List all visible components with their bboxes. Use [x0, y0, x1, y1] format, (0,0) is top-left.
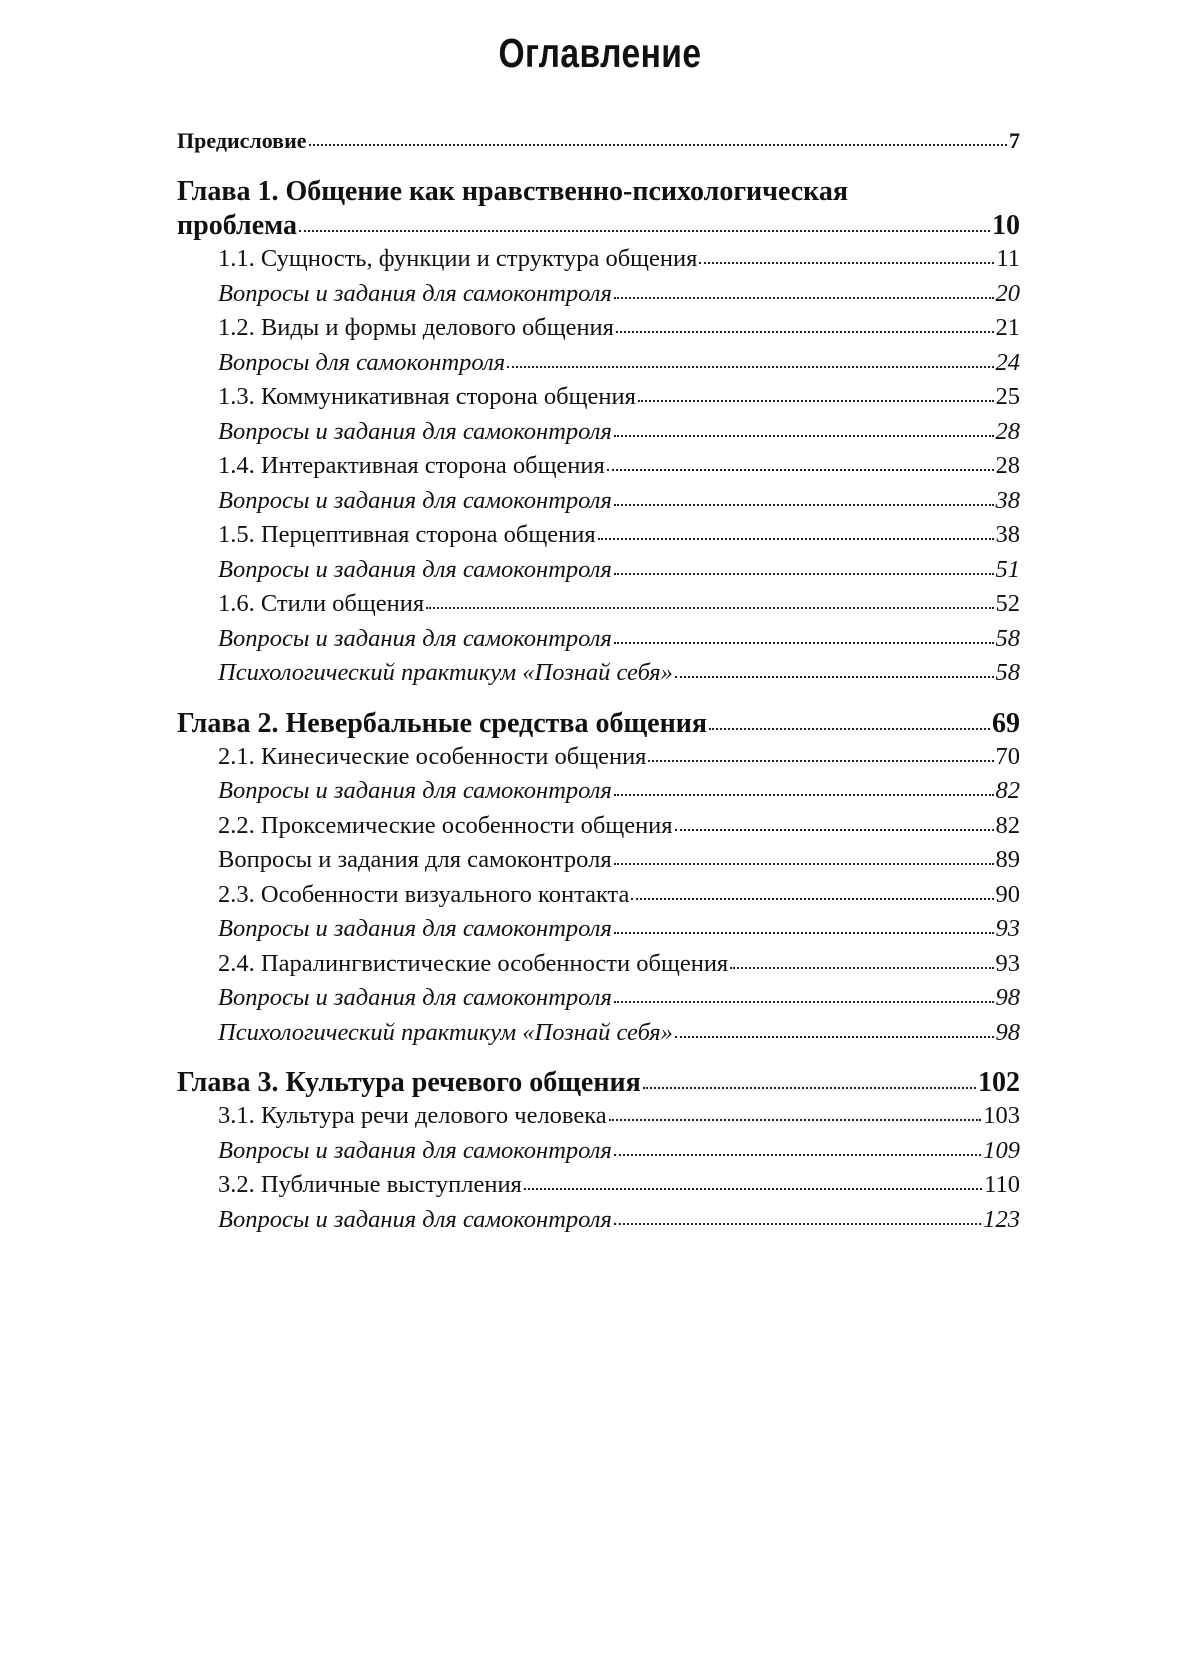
toc-page-number: 109: [983, 1136, 1020, 1164]
dot-leader: [299, 230, 990, 232]
toc-page-number: 98: [995, 984, 1020, 1011]
toc-entry-label: 1.1. Сущность, функции и структура общения: [218, 245, 698, 272]
dot-leader: [709, 728, 990, 730]
toc-entry-label: проблема: [177, 210, 298, 241]
dot-leader: [631, 898, 993, 900]
dot-leader: [309, 144, 1007, 146]
toc-page-number: 20: [995, 279, 1020, 307]
toc-section-entry[interactable]: [177, 314, 1020, 349]
toc-page-number: 93: [995, 949, 1020, 977]
dot-leader: [614, 642, 994, 644]
toc-page-number: 123: [983, 1205, 1020, 1233]
toc-entry-label: Глава 2. Невербальные средства общения: [177, 707, 708, 739]
dot-leader: [616, 331, 994, 333]
toc-entry-label: 3.1. Культура речи делового человека: [218, 1102, 607, 1129]
dot-leader: [675, 676, 994, 678]
toc-section-entry[interactable]: [177, 1171, 1020, 1206]
toc-page-number: 102: [978, 1067, 1020, 1098]
dot-leader: [614, 1001, 994, 1003]
toc-entry-label: Вопросы и задания для самоконтроля: [218, 777, 612, 804]
toc-section-entry[interactable]: [177, 1137, 1020, 1172]
toc-page-number: 52: [995, 590, 1020, 617]
table-of-contents: [177, 128, 1020, 1240]
toc-page-number: 90: [995, 880, 1020, 908]
toc-section-entry[interactable]: [177, 521, 1020, 556]
chapter-list: [177, 162, 1020, 1240]
toc-page-number: 89: [995, 846, 1020, 873]
toc-section-entry[interactable]: [177, 984, 1020, 1019]
dot-leader: [648, 760, 993, 762]
toc-chapter-entry[interactable]: [177, 708, 1020, 740]
chapter-spacer: [177, 162, 1020, 176]
dot-leader: [609, 1119, 982, 1121]
toc-page-number: 11: [996, 245, 1020, 272]
dot-leader: [675, 1036, 994, 1038]
toc-section-entry[interactable]: [177, 556, 1020, 591]
toc-entry-label: Вопросы и задания для самоконтроля: [218, 486, 612, 514]
toc-section-entry[interactable]: [177, 1102, 1020, 1137]
toc-entry-label: Вопросы и задания для самоконтроля: [218, 915, 612, 942]
toc-page-number: 70: [995, 742, 1020, 770]
toc-page-number: 103: [983, 1102, 1020, 1129]
toc-section-entry[interactable]: [177, 418, 1020, 453]
toc-entry-label: Предисловие: [177, 128, 307, 153]
toc-section-entry[interactable]: [177, 743, 1020, 778]
toc-entry-label: Вопросы для самоконтроля: [218, 348, 506, 376]
toc-chapter-entry[interactable]: [177, 1067, 1020, 1099]
toc-page-number: 28: [995, 452, 1020, 479]
toc-section-entry[interactable]: [177, 625, 1020, 660]
toc-section-entry[interactable]: [177, 915, 1020, 950]
chapter-spacer: [177, 694, 1020, 708]
toc-entry-label: 2.3. Особенности визуального контакта: [218, 880, 630, 908]
dot-leader: [643, 1087, 976, 1089]
dot-leader: [507, 366, 993, 368]
dot-leader: [614, 573, 994, 575]
toc-page-number: 82: [995, 777, 1020, 804]
dot-leader: [614, 863, 994, 865]
toc-page-number: 38: [995, 486, 1020, 514]
toc-section-entry[interactable]: [177, 881, 1020, 916]
dot-leader: [614, 504, 994, 506]
toc-section-entry[interactable]: [177, 349, 1020, 384]
toc-page-number: 7: [1009, 128, 1020, 153]
chapter-title-line: Глава 1. Общение как нравственно-психологическая: [177, 176, 849, 207]
toc-section-entry[interactable]: [177, 1019, 1020, 1054]
dot-leader: [607, 469, 994, 471]
page-title: Оглавление: [498, 30, 702, 76]
dot-leader: [614, 1223, 981, 1225]
toc-section-entry[interactable]: [177, 1206, 1020, 1241]
toc-entry-label: Вопросы и задания для самоконтроля: [218, 984, 612, 1011]
chapter-section: [177, 708, 1020, 1054]
toc-entry-label: 1.4. Интерактивная сторона общения: [218, 452, 605, 479]
toc-page-number: 38: [995, 521, 1020, 548]
toc-entry-label: 2.1. Кинесические особенности общения: [218, 742, 647, 770]
dot-leader: [598, 538, 994, 540]
toc-entry-label: Глава 3. Культура речевого общения: [177, 1067, 641, 1098]
toc-entry-label: Психологический практикум «Познай себя»: [218, 1018, 673, 1046]
dot-leader: [426, 607, 993, 609]
toc-entry-label: 1.6. Стили общения: [218, 590, 425, 617]
toc-entry-label: 1.2. Виды и формы делового общения: [218, 314, 614, 341]
toc-section-entry[interactable]: [177, 245, 1020, 280]
toc-page-number: 82: [995, 811, 1020, 839]
toc-page-number: 24: [995, 348, 1020, 376]
dot-leader: [524, 1188, 982, 1190]
toc-page-number: 28: [995, 417, 1020, 445]
toc-section-entry[interactable]: [177, 950, 1020, 985]
toc-page-number: 98: [995, 1018, 1020, 1046]
dot-leader: [614, 297, 994, 299]
toc-page-number: 21: [995, 314, 1020, 341]
dot-leader: [675, 829, 994, 831]
toc-entry-label: Психологический практикум «Познай себя»: [218, 659, 673, 686]
toc-section-entry[interactable]: [177, 777, 1020, 812]
toc-section-entry[interactable]: [177, 383, 1020, 418]
toc-entry-label: 3.2. Публичные выступления: [218, 1171, 522, 1198]
toc-chapter-entry[interactable]: [177, 210, 1020, 242]
dot-leader: [638, 400, 994, 402]
toc-entry-label: 2.4. Паралингвистические особенности общения: [218, 949, 729, 977]
toc-entry-label: Вопросы и задания для самоконтроля: [218, 279, 612, 307]
toc-preface-entry[interactable]: [177, 128, 1020, 162]
toc-section-entry[interactable]: [177, 846, 1020, 881]
toc-entry-label: 2.2. Проксемические особенности общения: [218, 811, 673, 839]
toc-page-number: 25: [995, 383, 1020, 410]
toc-entry-label: Вопросы и задания для самоконтроля: [218, 1205, 612, 1233]
toc-entry-label: Вопросы и задания для самоконтроля: [218, 1136, 612, 1164]
toc-entry-label: Вопросы и задания для самоконтроля: [218, 417, 612, 445]
toc-page-number: 58: [995, 624, 1020, 652]
toc-section-entry[interactable]: [177, 812, 1020, 847]
toc-page-number: 51: [995, 555, 1020, 583]
toc-entry-label: 1.3. Коммуникативная сторона общения: [218, 383, 636, 410]
toc-page-number: 110: [984, 1171, 1020, 1198]
toc-section-entry[interactable]: [177, 487, 1020, 522]
dot-leader: [614, 932, 994, 934]
toc-section-entry[interactable]: [177, 590, 1020, 625]
toc-entry-label: Вопросы и задания для самоконтроля: [218, 624, 612, 652]
toc-page-number: 10: [992, 210, 1020, 241]
dot-leader: [730, 967, 993, 969]
dot-leader: [699, 262, 994, 264]
dot-leader: [614, 435, 994, 437]
chapter-spacer: [177, 1053, 1020, 1067]
dot-leader: [614, 794, 994, 796]
chapter-section: [177, 1067, 1020, 1240]
toc-section-entry[interactable]: [177, 659, 1020, 694]
toc-entry-label: Вопросы и задания для самоконтроля: [218, 555, 612, 583]
toc-section-entry[interactable]: [177, 452, 1020, 487]
toc-page-number: 58: [995, 659, 1020, 686]
toc-entry-label: Вопросы и задания для самоконтроля: [218, 846, 612, 873]
toc-section-entry[interactable]: [177, 280, 1020, 315]
dot-leader: [614, 1154, 981, 1156]
toc-entry-label: 1.5. Перцептивная сторона общения: [218, 521, 596, 548]
chapter-section: [177, 176, 1020, 694]
toc-page-number: 69: [992, 707, 1020, 739]
toc-page-number: 93: [995, 915, 1020, 942]
